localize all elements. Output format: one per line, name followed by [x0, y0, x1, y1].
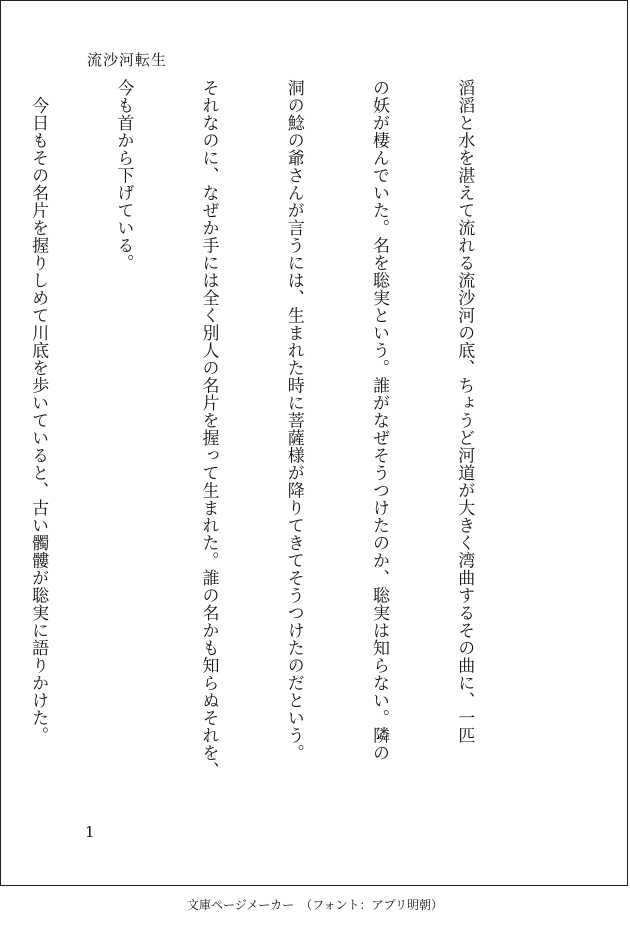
text-line: それなのに、なぜか手には全く別人の名片を握って生まれた。誰の名かも知らぬそれを、	[198, 79, 219, 779]
page-title: 流沙河転生	[87, 51, 168, 69]
text-line: 洞の鯰の爺さんが言うには、生まれた時に菩薩様が降りてきてそうつけたのだという。	[283, 79, 304, 762]
vertical-body-text	[28, 79, 535, 819]
text-line: の妖が棲んでいた。名を聡実という。誰がなぜそうつけたのか、聡実は知らない。隣の	[368, 79, 389, 762]
footer-credit: 文庫ページメーカー （フォント：アプリ明朝）	[186, 898, 444, 912]
page-number: 1	[85, 823, 95, 841]
text-line: 今も首から下げている。	[113, 79, 134, 272]
text-line: 滔滔と水を湛えて流れる流沙河の底、ちょうど河道が大きく湾曲するその曲に、一匹	[454, 79, 475, 744]
text-line: 今日もその名片を握りしめて川底を歩いていると、古い髑髏が聡実に語りかけた。	[28, 79, 49, 744]
